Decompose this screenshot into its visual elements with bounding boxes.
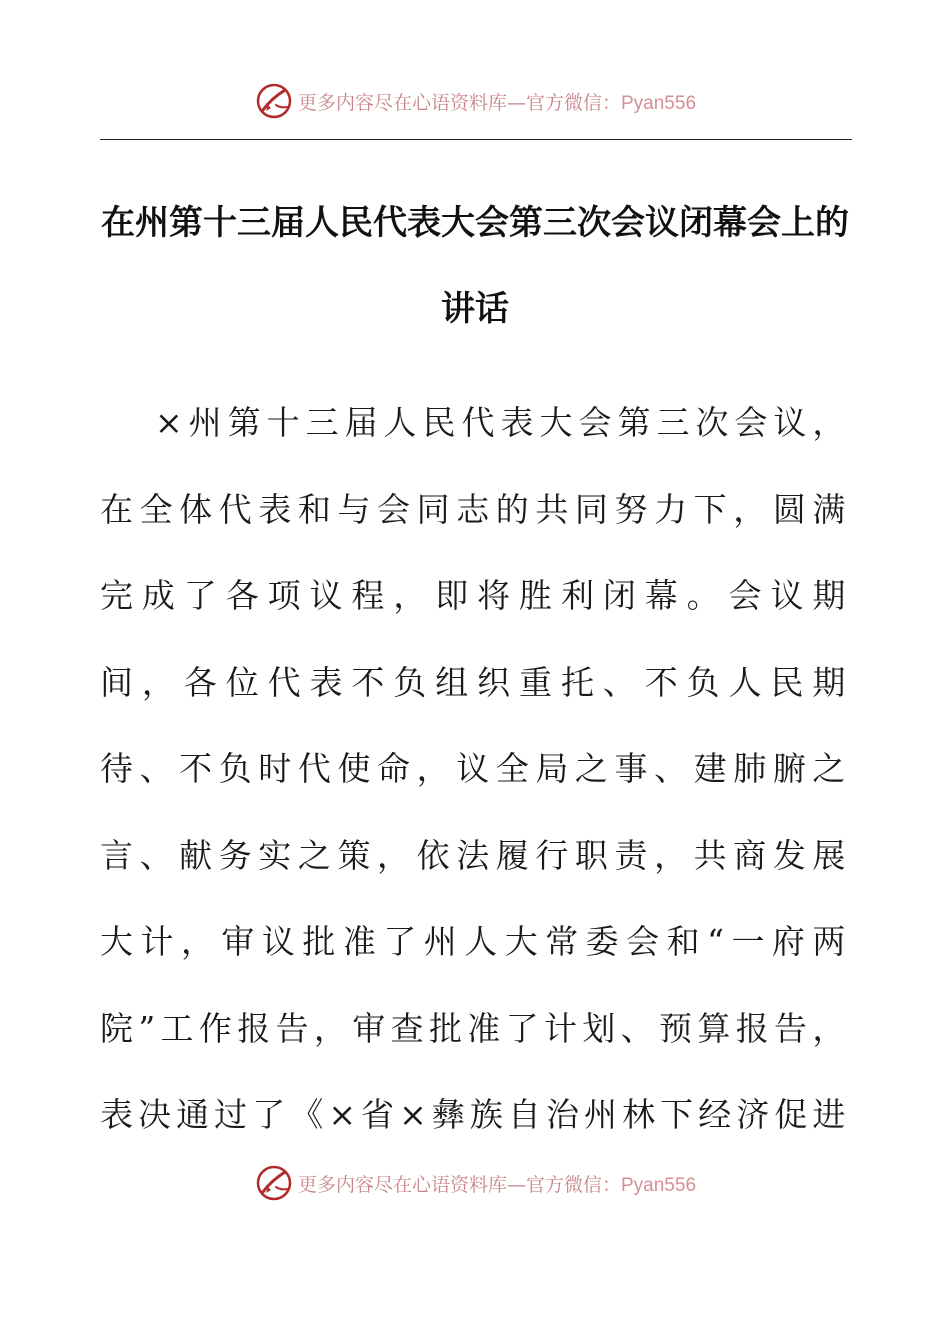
header-banner: [0, 78, 950, 124]
wechat-id: Pyan556: [621, 92, 697, 114]
banner-text: 更多内容尽在心语资料库—官方微信：Pyan556: [297, 91, 697, 114]
pen-logo-icon: [254, 1163, 294, 1203]
body-paragraph: ×州第十三届人民代表大会第三次会议，在全体代表和与会同志的共同努力下，圆满完成了各项议程，即将胜利闭幕。会议期间，各位代表不负组织重托、不负人民期待、不负时代使命，议全局之事、建肺腑之言、献务实之策，依法履行职责，共商发展大计，审议批准了州人大常委会和“一府两院”工作报告，审查批准了计划、预算报告，表决通过了《×省×彝族自治州林下经济促进: [100, 403, 850, 1134]
banner-text: 更多内容尽在心语资料库—官方微信：Pyan556: [297, 1173, 697, 1196]
document-title: 在州第十三届人民代表大会第三次会议闭幕会上的讲话: [101, 203, 849, 329]
header-divider: [100, 139, 852, 140]
footer-banner: [0, 1160, 950, 1206]
pen-logo-icon: [254, 81, 294, 121]
wechat-id: Pyan556: [621, 1174, 697, 1196]
